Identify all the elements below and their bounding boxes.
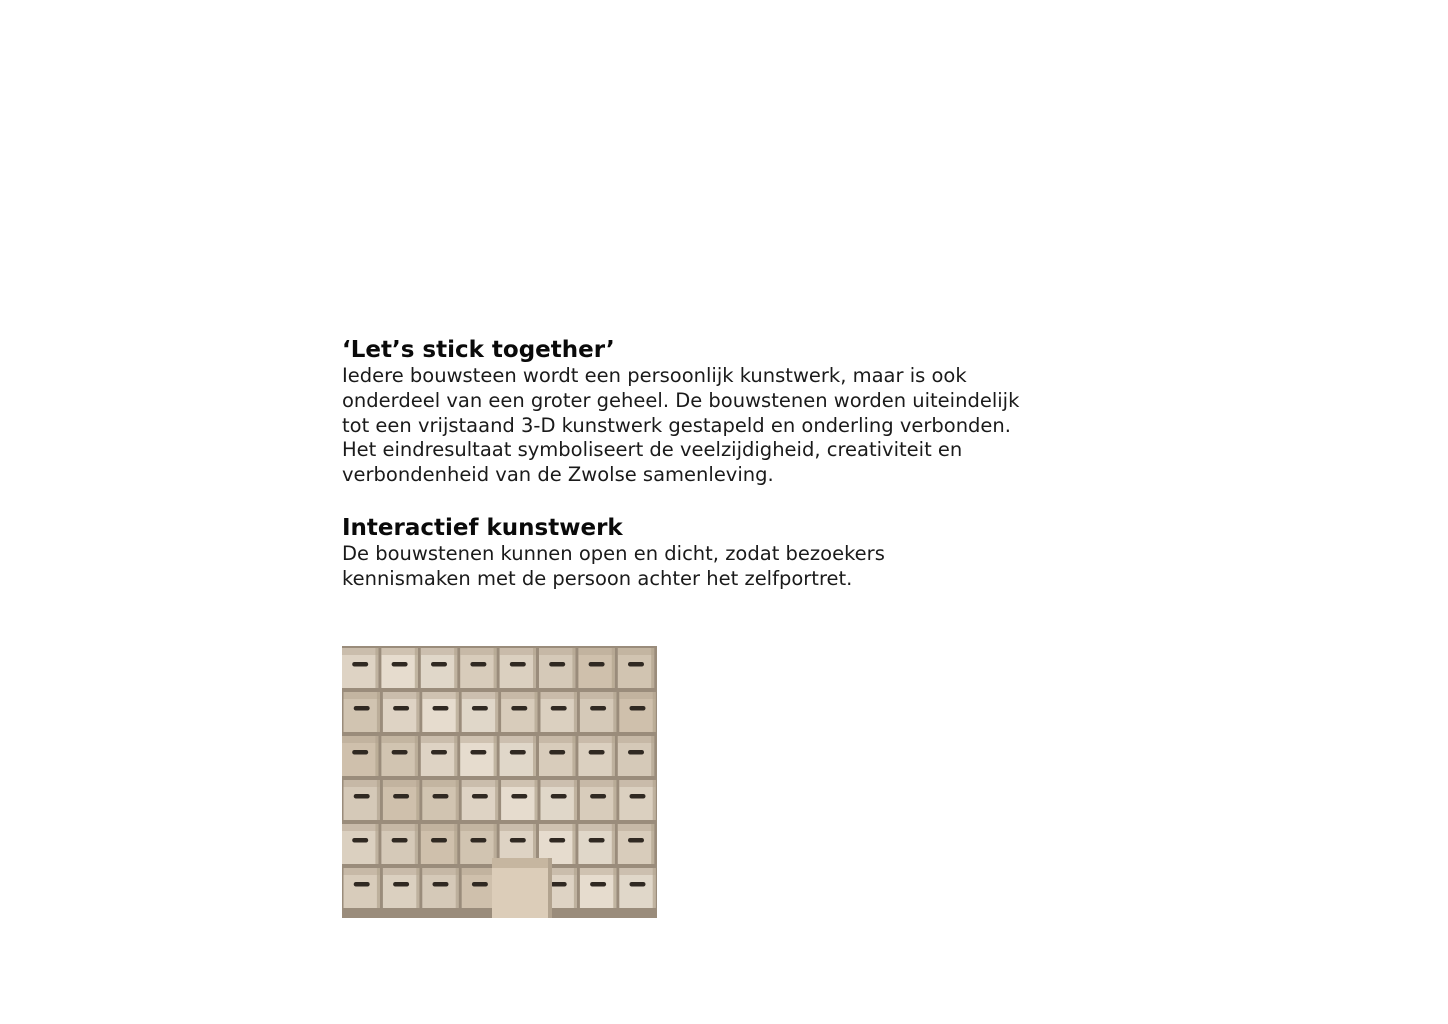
paragraph-line: Het eindresultaat symboliseert de veelzijdigheid, creativiteit en — [342, 438, 963, 462]
paragraph-line: Iedere bouwsteen wordt een persoonlijk kunstwerk, maar is ook — [342, 364, 967, 387]
paragraph-line: verbondenheid van de Zwolse samenleving. — [342, 463, 774, 487]
paragraph-line: tot een vrijstaand 3-D kunstwerk gestapeld en onderling verbonden. — [342, 413, 1011, 437]
paragraph-line: onderdeel van een groter geheel. De bouwstenen worden uiteindelijk — [342, 388, 1020, 412]
paragraph-line: De bouwstenen kunnen open en dicht, zodat bezoekers — [342, 541, 885, 565]
section-paragraph-interactief-kunstwerk — [342, 542, 1102, 592]
paragraph-line: kennismaken met de persoon achter het zelfportret. — [342, 566, 853, 590]
document-body — [342, 336, 1102, 592]
section-paragraph-lets-stick-together — [342, 364, 1102, 488]
section-spacer — [342, 488, 1102, 514]
section-title-interactief-kunstwerk: Interactief kunstwerk — [342, 514, 623, 541]
stacked-archive-boxes-photo — [342, 646, 657, 918]
section-title-lets-stick-together: ‘Let’s stick together’ — [342, 337, 615, 363]
boxes-illustration — [342, 646, 657, 918]
